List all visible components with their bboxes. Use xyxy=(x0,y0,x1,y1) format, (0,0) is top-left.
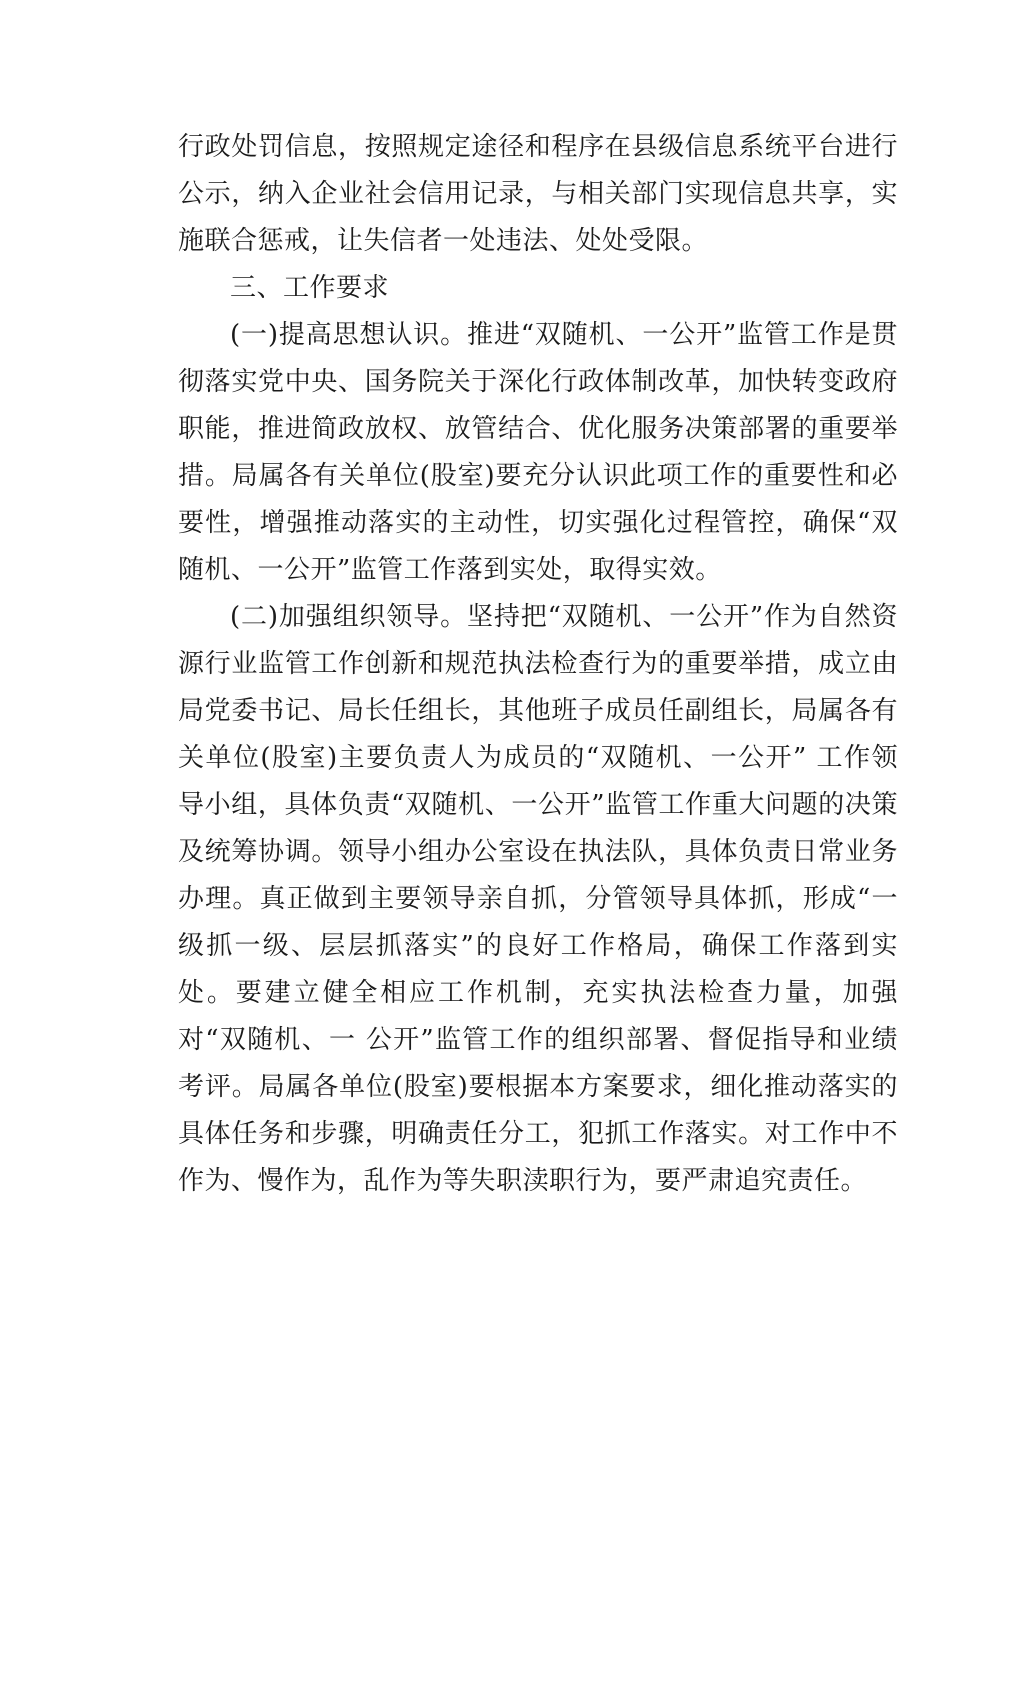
paragraph-continuation: 行政处罚信息，按照规定途径和程序在县级信息系统平台进行公示，纳入企业社会信用记录，与相关部门实现信息共享，实施联合惩戒，让失信者一处违法、处处受限。 xyxy=(178,132,898,256)
section-heading-work-requirements: 三、工作要求 xyxy=(230,273,390,303)
document-body xyxy=(178,124,898,1205)
paragraph-raise-awareness: (一)提高思想认识。推进“双随机、一公开”监管工作是贯彻落实党中央、国务院关于深化行政体制改革，加快转变政府职能，推进简政放权、放管结合、优化服务决策部署的重要举措。局属各有关单位(股室)要充分认识此项工作的重要性和必要性，增强推动落实的主动性，切实强化过程管控，确保“双随机、一公开”监管工作落到实处，取得实效。 xyxy=(178,320,898,585)
paragraph-strengthen-leadership: (二)加强组织领导。坚持把“双随机、一公开”作为自然资源行业监管工作创新和规范执法检查行为的重要举措，成立由局党委书记、局长任组长，其他班子成员任副组长，局属各有关单位(股室)主要负责人为成员的“双随机、一公开” 工作领导小组，具体负责“双随机、一公开”监管工作重大问题的决策及统筹协调。领导小组办公室设在执法队，具体负责日常业务办理。真正做到主要领导亲自抓，分管领导具体抓，形成“一级抓一级、层层抓落实”的良好工作格局，确保工作落到实处。要建立健全相应工作机制，充实执法检查力量，加强对“双随机、一 公开”监管工作的组织部署、督促指导和业绩考评。局属各单位(股室)要根据本方案要求，细化推动落实的具体任务和步骤，明确责任分工，犯抓工作落实。对工作中不作为、慢作为，乱作为等失职渎职行为，要严肃追究责任。 xyxy=(178,602,898,1196)
